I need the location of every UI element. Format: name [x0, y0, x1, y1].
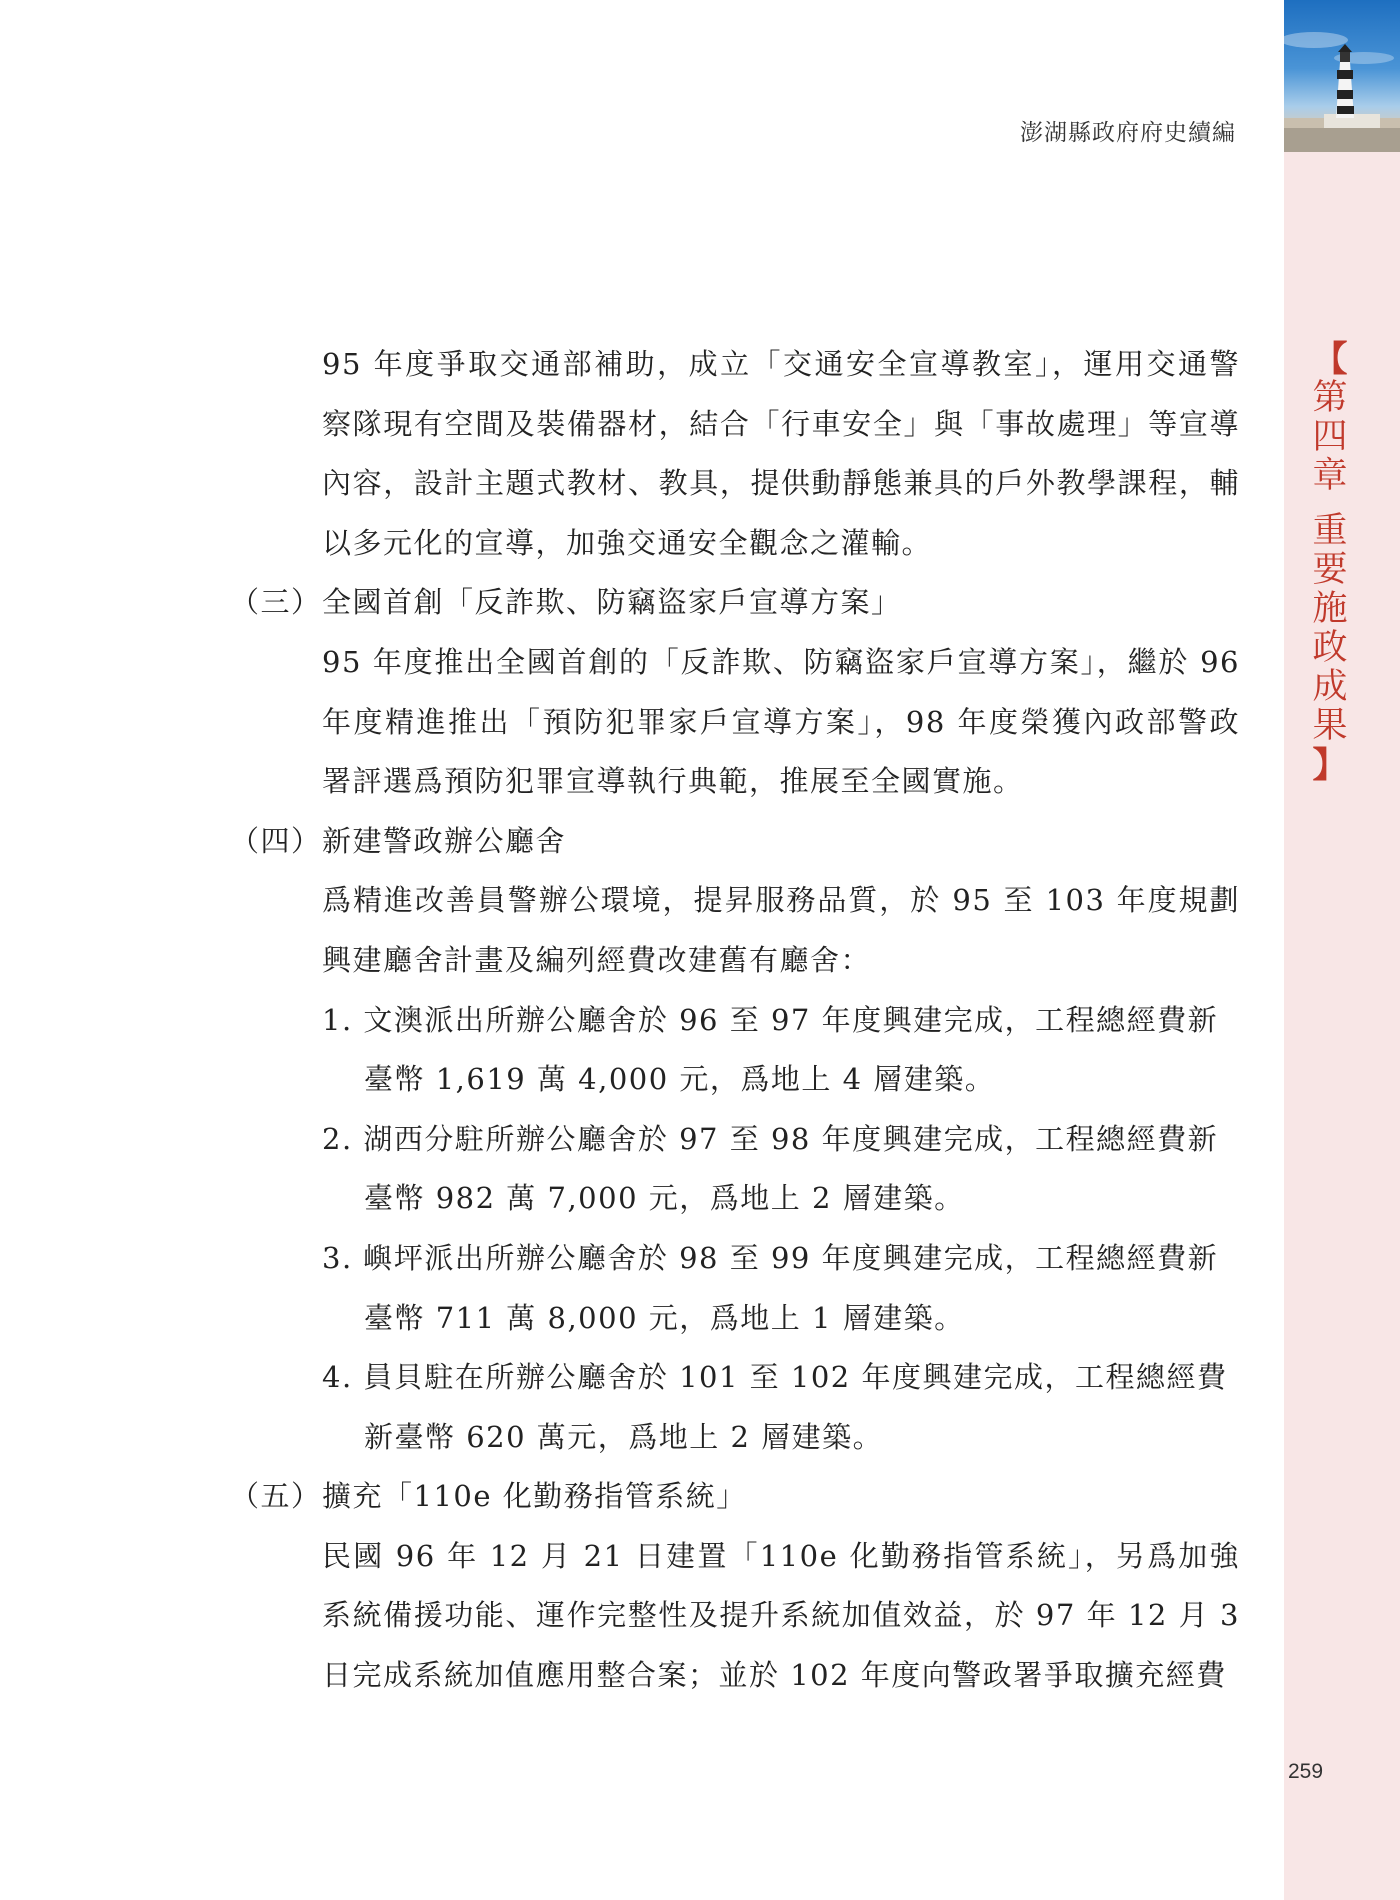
chapter-gap: [1300, 496, 1360, 512]
chapter-open-bracket: 【: [1312, 339, 1348, 380]
section-title: 擴充「110e 化勤務指管系統」: [322, 1479, 747, 1514]
section-heading: [230, 573, 1240, 633]
list-item: 1. 文澳派出所辦公廳舍於 96 至 97 年度興建完成，工程總經費新臺幣 1,619 萬 4,000 元，爲地上 4 層建築。: [322, 1002, 1219, 1097]
chapter-char: 施: [1312, 589, 1348, 629]
chapter-char: 四: [1312, 417, 1348, 457]
intro-paragraph: 95 年度爭取交通部補助，成立「交通安全宣導教室」，運用交通警察隊現有空間及裝備器材，結合「行車安全」與「事故處理」等宣導內容，設計主題式教材、教具，提供動靜態兼具的戶外教學課程，輔以多元化的宣導，加強交通安全觀念之灌輸。: [322, 347, 1240, 560]
section-paragraph: 95 年度推出全國首創的「反詐欺、防竊盜家戶宣導方案」，繼於 96 年度精進推出「預防犯罪家戶宣導方案」，98 年度榮獲內政部警政署評選爲預防犯罪宣導執行典範，推展至全國實施。: [322, 644, 1240, 799]
chapter-char: 要: [1312, 550, 1348, 590]
list-item: 2. 湖西分駐所辦公廳舍於 97 至 98 年度興建完成，工程總經費新臺幣 982 萬 7,000 元，爲地上 2 層建築。: [322, 1121, 1219, 1216]
body-text: [230, 335, 1240, 1706]
list-item: 3. 嶼坪派出所辦公廳舍於 98 至 99 年度興建完成，工程總經費新臺幣 711 萬 8,000 元，爲地上 1 層建築。: [322, 1240, 1219, 1335]
chapter-sidebar: [1284, 0, 1400, 1900]
section-heading: [230, 812, 1240, 872]
lighthouse-photo: [1284, 0, 1400, 152]
chapter-char: 章: [1312, 456, 1348, 496]
section-paragraph: 爲精進改善員警辦公環境，提昇服務品質，於 95 至 103 年度規劃興建廳舍計畫及編列經費改建舊有廳舍：: [322, 883, 1240, 977]
section-number: （四）: [230, 823, 322, 858]
chapter-char: 第: [1312, 378, 1348, 418]
chapter-char: 果: [1312, 706, 1348, 746]
section-title: 全國首創「反詐欺、防竊盜家戶宣導方案」: [322, 585, 902, 620]
section-heading: [230, 1467, 1240, 1527]
section-paragraph: 民國 96 年 12 月 21 日建置「110e 化勤務指管系統」，另爲加強系統備援功能、運作完整性及提升系統加值效益，於 97 年 12 月 3 日完成系統加值應用整合案；並於 102 年度向警政署爭取擴充經費: [322, 1538, 1240, 1693]
chapter-char: 成: [1312, 667, 1348, 707]
chapter-close-bracket: 】: [1312, 745, 1348, 786]
page-number: 259: [1288, 1760, 1324, 1783]
chapter-char: 重: [1312, 511, 1348, 551]
section-number: （五）: [230, 1479, 322, 1514]
chapter-tab: [1300, 340, 1360, 785]
list-item: 4. 員貝駐在所辦公廳舍於 101 至 102 年度興建完成，工程總經費新臺幣 620 萬元，爲地上 2 層建築。: [322, 1360, 1228, 1454]
section-number: （三）: [230, 585, 322, 620]
section-title: 新建警政辦公廳舍: [322, 823, 567, 858]
running-title: 澎湖縣政府府史續編: [1020, 120, 1236, 146]
chapter-char: 政: [1312, 628, 1348, 668]
